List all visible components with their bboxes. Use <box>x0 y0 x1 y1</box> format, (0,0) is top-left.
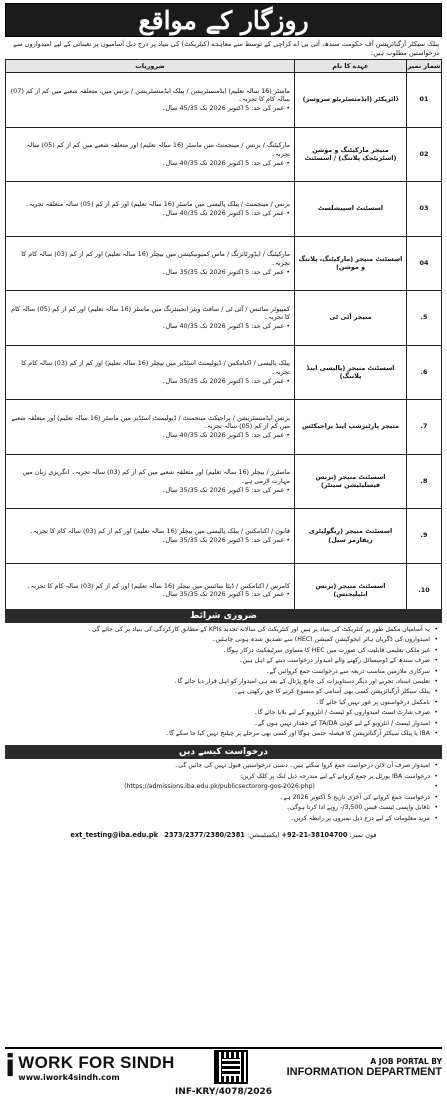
reference-number: INF-KRY/4078/2026 <box>174 1087 273 1097</box>
list-item: • تعلیمی اسناد، تجربے اور دیگر دستاویزات کی جانچ پڑتال کے بعد ہی امیدوار کو اہل قرار دیا جائے گا۔ <box>9 678 438 686</box>
requirement-line: مارکیٹنگ / ایڈورٹائزنگ / ماس کمیونیکیشن میں بیچلر (16 سالہ تعلیم) اور کم از کم (03) سالہ کام کا تجربہ۔ <box>21 250 290 267</box>
table-row <box>6 236 442 291</box>
row-serial: 9. <box>407 509 442 564</box>
qr-code-icon <box>214 1050 248 1084</box>
list-item: • امیدوار صرف آن لائن درخواست جمع کروا سکتے ہیں۔ دستی درخواستیں قبول نہیں کی جائیں گی۔ <box>9 762 438 770</box>
list-item: • درخواست جمع کروانے کی آخری تاریخ 5 اکتوبر 2026 ہے۔ <box>9 794 438 802</box>
row-serial: 03 <box>407 182 442 237</box>
row-serial: 04 <box>407 236 442 291</box>
list-item: • مزید معلومات کے لیے درج ذیل نمبروں پر رابطہ کریں۔ <box>9 815 438 823</box>
requirement-line: قانون / اکنامکس / پبلک پالیسی میں بیچلر (16 سالہ تعلیم) اور کم از کم (03) سالہ کام کا تجربہ۔ <box>29 527 290 536</box>
row-requirements <box>6 291 295 346</box>
ad-banner-title: روزگار کے مواقع <box>5 3 442 37</box>
contact-email[interactable]: ext_testing@iba.edu.pk <box>70 830 158 839</box>
portal-department: INFORMATION DEPARTMENT <box>286 1065 442 1078</box>
list-item: • سرکاری ملازمین مناسب ذریعہ سے درخواست جمع کروائیں گے۔ <box>9 668 438 676</box>
application-link-item <box>9 783 438 791</box>
requirement-line: پبلک پالیسی / اکنامکس / ڈیولپمنٹ اسٹڈیز میں بیچلر (16 سالہ تعلیم) اور کم از کم (03) سالہ کام کا تجربہ۔ <box>21 359 290 376</box>
age-limit-line: • عمر کی حد: 5 اکتوبر 2026 تک 45/35 سال۔ <box>10 104 290 113</box>
age-limit-line: • عمر کی حد: 5 اکتوبر 2026 تک 35/35 سال۔ <box>10 268 290 277</box>
table-row <box>6 454 442 509</box>
table-row <box>6 127 442 182</box>
age-limit-line: • عمر کی حد: 5 اکتوبر 2026 تک 40/35 سال۔ <box>10 431 290 440</box>
row-serial: 10. <box>407 563 442 618</box>
age-limit-line: • عمر کی حد: 5 اکتوبر 2026 تک 35/35 سال۔ <box>10 590 290 599</box>
row-post-title: اسسٹنٹ اسپیشلسٹ <box>295 182 407 237</box>
extension-numbers: 2373/2377/2380/2381 <box>164 830 245 839</box>
row-requirements <box>6 400 295 455</box>
row-requirements <box>6 73 295 128</box>
requirement-line: کمپیوٹر سائنس / آئی ٹی / سافٹ ویئر انجینئرنگ میں ماسٹر (16 سالہ تعلیم) اور کم از کم (05) سالہ کام کا تجربہ۔ <box>11 304 290 322</box>
list-item: • یہ آسامیاں مکمل طور پر کنٹریکٹ کی بنیاد پر ہیں اور کنٹریکٹ کی سالانہ تجدید KPIs کے مطابق کارکردگی کی بنیاد پر کی جائے گی۔ <box>9 626 438 634</box>
age-limit-line: • عمر کی حد: 5 اکتوبر 2026 تک 40/35 سال۔ <box>10 209 290 218</box>
footer <box>5 1047 442 1085</box>
list-item: • IBA یا پبلک سیکٹر آرگنائزیشن کا فیصلہ حتمی ہوگا اور کسی بھی مرحلے پر چیلنج نہیں کیا جا سکے گا۔ <box>9 730 438 738</box>
brand-name: WORK FOR SINDH <box>18 1052 175 1072</box>
ext-label: ایکسٹینشن: <box>247 830 280 839</box>
age-limit-line: • عمر کی حد: 5 اکتوبر 2026 تک 40/35 سال۔ <box>10 159 290 168</box>
list-item: • غیر ملکی تعلیمی قابلیت کی صورت میں HEC کا مساوی سرٹیفکیٹ درکار ہوگا۔ <box>9 647 438 655</box>
age-limit-line: • عمر کی حد: 5 اکتوبر 2026 تک 35/35 سال۔ <box>10 486 290 495</box>
row-serial: 5. <box>407 291 442 346</box>
list-item: • درخواست IBA پورٹل پر جمع کروانے کے لیے مندرجہ ذیل لنک پر کلک کریں: <box>9 773 438 781</box>
row-requirements <box>6 454 295 509</box>
table-row <box>6 509 442 564</box>
list-item: • صرف شارٹ لسٹ امیدواروں کو ٹیسٹ / انٹرویو کے لیے بلایا جائے گا۔ <box>9 709 438 717</box>
row-post-title: منیجر آئی ٹی <box>295 291 407 346</box>
row-post-title: اسسٹنٹ منیجر (پالیسی اینڈ پلاننگ) <box>295 345 407 400</box>
row-post-title: اسسٹنٹ منیجر (مارکیٹنگ، پلاننگ و موشن) <box>295 236 407 291</box>
row-post-title: منیجر مارکیٹنگ و موشن (اسٹریٹجک پلاننگ) / اسسٹنٹ <box>295 127 407 182</box>
application-link[interactable]: (https://admissions.iba.edu.pk/publicsectororg-gos-2026.php) <box>124 783 315 791</box>
contact-line <box>5 831 442 839</box>
row-serial: 8. <box>407 454 442 509</box>
requirement-line: ماسٹرز / بیچلر (16 سالہ تعلیم) اور متعلقہ شعبے میں کم از کم (03) سالہ تجربہ۔ انگریزی زبان میں مہارت لازمی ہے۔ <box>22 468 290 485</box>
age-limit-line: • عمر کی حد: 5 اکتوبر 2026 تک 35/35 سال۔ <box>10 536 290 545</box>
row-requirements <box>6 345 295 400</box>
list-item: • صرف سندھ کے ڈومیسائل رکھنے والے امیدوار درخواست دینے کے اہل ہیں۔ <box>9 657 438 665</box>
row-post-title: منیجر پارٹنرشپ اینڈ پراجیکٹس <box>295 400 407 455</box>
table-row <box>6 73 442 128</box>
jobs-table-body <box>6 73 442 618</box>
requirement-line: بزنس ایڈمنسٹریشن / پراجیکٹ مینجمنٹ / ڈیولپمنٹ اسٹڈیز میں ماسٹر (16 سالہ تعلیم) اور متعلقہ شعبے میں کم از کم (05) سالہ تجربہ۔ <box>11 413 290 431</box>
conditions-title: ضروری شرائط <box>5 609 442 623</box>
table-row <box>6 400 442 455</box>
row-requirements <box>6 127 295 182</box>
row-post-title: اسسٹنٹ منیجر (بزنس انٹیلیجنس) <box>295 563 407 618</box>
howto-list <box>5 759 442 827</box>
row-serial: 7. <box>407 400 442 455</box>
main-phone: +92-21-38104700 <box>281 830 348 839</box>
brand-i-glyph: i <box>5 1049 16 1084</box>
row-serial: 01 <box>407 73 442 128</box>
row-serial: 02 <box>407 127 442 182</box>
age-limit-line: • عمر کی حد: 5 اکتوبر 2026 تک 40/35 سال۔ <box>10 322 290 331</box>
requirement-line: ماسٹر (16 سالہ تعلیم) ایڈمنسٹریشن / پبلک ایڈمنسٹریشن / بزنس میں، متعلقہ شعبے میں کم از کم (07) سالہ کام کا تجربہ۔ <box>10 86 290 104</box>
row-post-title: ڈائریکٹر (ایڈمنسٹریٹو سروسز) <box>295 73 407 128</box>
requirement-line: بزنس / مینجمنٹ / پبلک پالیسی میں ماسٹر (16 سالہ تعلیم) اور کم از کم (05) سالہ متعلقہ تجربہ۔ <box>24 200 290 209</box>
list-item: • نامکمل درخواستوں پر غور نہیں کیا جائے گا۔ <box>9 699 438 707</box>
age-limit-line: • عمر کی حد: 5 اکتوبر 2026 تک 35/35 سال۔ <box>10 377 290 386</box>
jobs-table-wrapper <box>5 59 442 607</box>
portal-small-text: A JOB PORTAL BY <box>370 1056 442 1066</box>
row-requirements <box>6 182 295 237</box>
row-post-title: اسسٹنٹ منیجر (بزنس فیسلیٹیشن سینٹر) <box>295 454 407 509</box>
header-serial: شمار نمبر <box>407 60 442 73</box>
portal-credit <box>287 1057 442 1078</box>
table-row <box>6 182 442 237</box>
jobs-table <box>5 59 442 618</box>
conditions-list <box>5 623 442 743</box>
requirement-line: کامرس / اکنامکس / ڈیٹا سائنس میں بیچلر (16 سالہ تعلیم) اور کم از کم (03) سالہ کام کا تجربہ۔ <box>26 581 290 590</box>
row-requirements <box>6 236 295 291</box>
row-requirements <box>6 509 295 564</box>
row-post-title: اسسٹنٹ منیجر (ریگولیٹری ریفارمز سیل) <box>295 509 407 564</box>
list-item: • امیدواروں کی ڈگریاں ہائر ایجوکیشن کمیشن (HEC) سے تصدیق شدہ ہونی چاہئیں۔ <box>9 636 438 644</box>
list-item: • امیدوار ٹیسٹ / انٹرویو کے لیے کوئی TA/DA کے حقدار نہیں ہوں گے۔ <box>9 720 438 728</box>
iwork4sindh-logo <box>5 1049 175 1084</box>
list-item: • ناقابل واپسی ٹیسٹ فیس 3,500/- روپے ادا کرنا ہوگی۔ <box>9 804 438 812</box>
phone-label: فون نمبر: <box>349 830 377 839</box>
requirement-line: مارکیٹنگ / بزنس / مینجمنٹ میں ماسٹر (16 سالہ تعلیم) اور متعلقہ شعبے میں کم از کم (05) سالہ تجربہ۔ <box>26 141 290 158</box>
brand-url[interactable]: www.iwork4sindh.com <box>18 1072 120 1082</box>
table-row <box>6 291 442 346</box>
header-requirements: ضروریات <box>6 60 295 73</box>
table-row <box>6 345 442 400</box>
howto-title: درخواست کیسے دیں <box>5 745 442 759</box>
header-post: عہدے کا نام <box>295 60 407 73</box>
ad-intro-text: پبلک سیکٹر آرگنائزیشن آف حکومت سندھ، آئی بی اے کراچی کے توسط سے معاہدے (کنٹریکٹ) کی بنیاد پر درج ذیل آسامیوں پر تعیناتی کے لیے امیدواروں سے درخواستیں مطلوب ہیں: <box>13 40 439 57</box>
row-serial: 6. <box>407 345 442 400</box>
list-item: • پبلک سیکٹر آرگنائزیشن کسی بھی آسامی کو منسوخ کرنے کا حق رکھتی ہے۔ <box>9 688 438 696</box>
